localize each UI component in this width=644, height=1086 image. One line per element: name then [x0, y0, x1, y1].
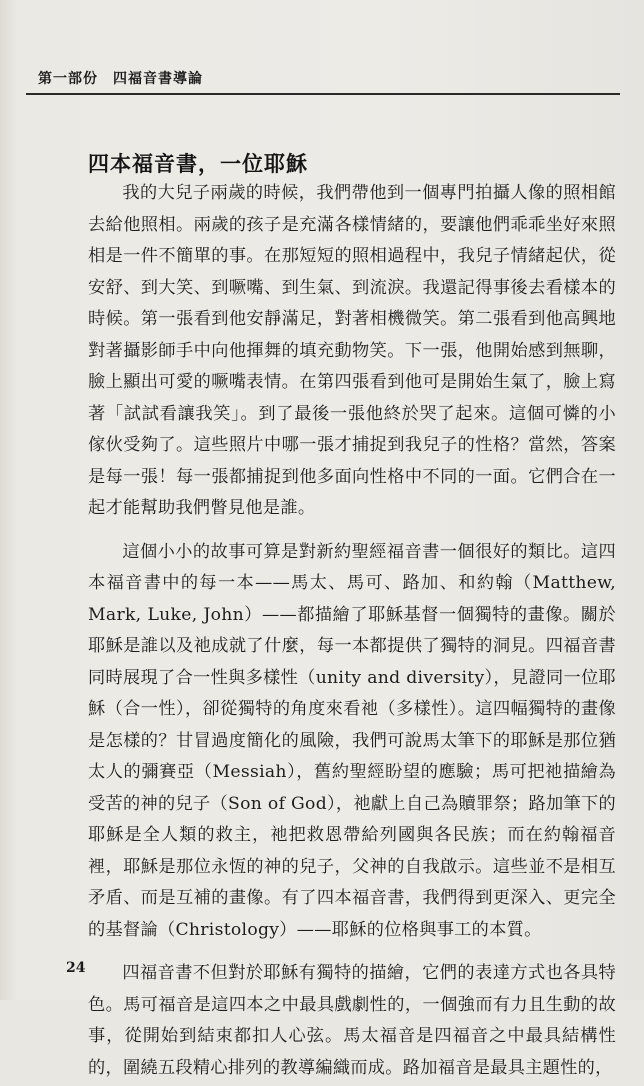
- paragraph-1: 我的大兒子兩歲的時候，我們帶他到一個專門拍攝人像的照相館去給他照相。兩歲的孩子是充滿各樣情緒的，要讓他們乖乖坐好來照相是一件不簡單的事。在那短短的照相過程中，我兒子情緒起伏，從安舒、到大笑、到噘嘴、到生氣、到流淚。我還記得事後去看樣本的時候。第一張看到他安靜滿足，對著相機微笑。第二張看到他高興地對著攝影師手中向他揮舞的填充動物笑。下一張，他開始感到無聊，臉上顯出可愛的噘嘴表情。在第四張看到他可是開始生氣了，臉上寫著「試試看讓我笑」。到了最後一張他終於哭了起來。這個可憐的小傢伙受夠了。這些照片中哪一張才捕捉到我兒子的性格？當然，答案是每一張！每一張都捕捉到他多面向性格中不同的一面。它們合在一起才能幫助我們瞥見他是誰。: [88, 183, 616, 518]
- section-title: 四本福音書，一位耶穌: [88, 152, 308, 176]
- paragraph-3: 四福音書不但對於耶穌有獨特的描繪，它們的表達方式也各具特色。馬可福音是這四本之中最具戲劇性的，一個強而有力且生動的故事，從開始到結束都扣人心弦。馬太福音是四福音之中最具結構性的，圍繞五段精心排列的教導編織而成。路加福音是最具主題性的，: [88, 963, 616, 1078]
- page-number: 24: [66, 960, 86, 976]
- paragraph-2: 這個小小的故事可算是對新約聖經福音書一個很好的類比。這四本福音書中的每一本——馬太、馬可、路加、和約翰（Matthew, Mark, Luke, John）——都描繪了耶穌基督一個獨特的畫像。關於耶穌是誰以及祂成就了什麼，每一本都提供了獨特的洞見。四福音書同時展現了合一性與多樣性（unity and diversity），見證同一位耶穌（合一性），卻從獨特的角度來看祂（多樣性）。這四幅獨特的畫像是怎樣的？甘冒過度簡化的風險，我們可說馬太筆下的耶穌是那位猶太人的彌賽亞（Messiah），舊約聖經盼望的應驗；馬可把祂描繪為受苦的神的兒子（Son of God），祂獻上自己為贖罪祭；路加筆下的耶穌是全人類的救主，祂把救恩帶給列國與各民族；而在約翰福音裡，耶穌是那位永恆的神的兒子，父神的自我啟示。這些並不是相互矛盾、而是互補的畫像。有了四本福音書，我們得到更深入、更完全的基督論（Christology）——耶穌的位格與事工的本質。: [88, 541, 616, 940]
- header-rule: [26, 93, 620, 95]
- running-header: 第一部份 四福音書導論: [38, 71, 203, 87]
- body-text: [88, 178, 616, 1086]
